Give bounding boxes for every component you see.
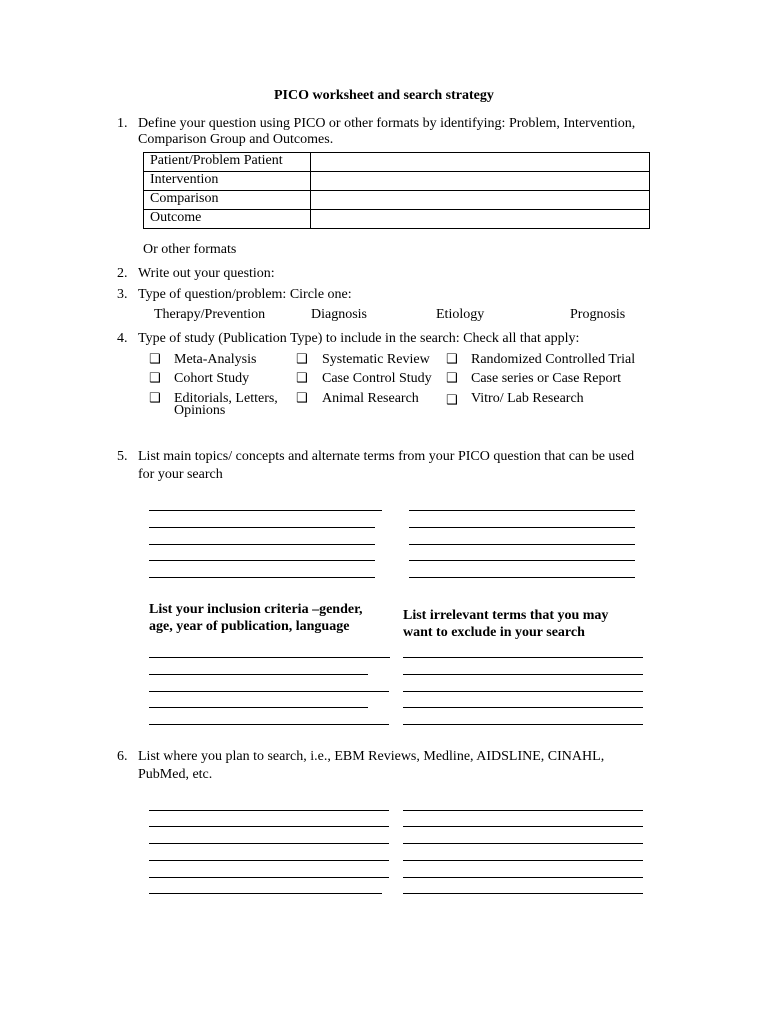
search-source-line-left[interactable] bbox=[149, 810, 389, 811]
q1-text-line2: Comparison Group and Outcomes. bbox=[138, 132, 334, 147]
exclude-line[interactable] bbox=[403, 724, 643, 725]
pico-row-comparison bbox=[144, 191, 650, 210]
page-title: PICO worksheet and search strategy bbox=[274, 88, 494, 103]
checkbox-cohort-study[interactable]: ❑ bbox=[149, 371, 161, 386]
search-source-line-left[interactable] bbox=[149, 893, 382, 894]
concept-line-left[interactable] bbox=[149, 577, 375, 578]
q1-number: 1. bbox=[117, 116, 128, 131]
pico-row-intervention bbox=[144, 172, 650, 191]
q3-number: 3. bbox=[117, 287, 128, 302]
label-rct: Randomized Controlled Trial bbox=[471, 352, 636, 367]
label-systematic-review: Systematic Review bbox=[322, 352, 430, 367]
q6-text-line1: List where you plan to search, i.e., EBM Reviews, Medline, AIDSLINE, CINAHL, bbox=[138, 749, 605, 764]
label-case-series: Case series or Case Report bbox=[471, 371, 622, 386]
inclusion-line[interactable] bbox=[149, 691, 389, 692]
label-case-control: Case Control Study bbox=[322, 371, 432, 386]
checkbox-animal-research[interactable]: ❑ bbox=[296, 391, 308, 406]
q3-option-diagnosis[interactable]: Diagnosis bbox=[311, 307, 367, 322]
exclude-line[interactable] bbox=[403, 657, 643, 658]
q5-text-line2: for your search bbox=[138, 467, 223, 482]
q3-option-prognosis[interactable]: Prognosis bbox=[570, 307, 626, 322]
q6-text-line2: PubMed, etc. bbox=[138, 767, 213, 782]
label-editorials-letters: Editorials, Letters, bbox=[174, 391, 278, 406]
pico-row-outcome bbox=[144, 210, 650, 229]
inclusion-line[interactable] bbox=[149, 724, 389, 725]
label-meta-analysis: Meta-Analysis bbox=[174, 352, 257, 367]
label-vitro-lab: Vitro/ Lab Research bbox=[471, 391, 584, 406]
checkbox-vitro-lab[interactable]: ❑ bbox=[446, 393, 458, 408]
concept-line-left[interactable] bbox=[149, 544, 375, 545]
q5-number: 5. bbox=[117, 449, 128, 464]
exclude-line[interactable] bbox=[403, 674, 643, 675]
concept-line-right[interactable] bbox=[409, 510, 635, 511]
concept-line-right[interactable] bbox=[409, 560, 635, 561]
exclude-heading-line2: want to exclude in your search bbox=[403, 625, 585, 640]
q3-text: Type of question/problem: Circle one: bbox=[138, 287, 352, 302]
pico-table bbox=[143, 152, 650, 229]
concept-line-left[interactable] bbox=[149, 560, 375, 561]
q3-option-therapy[interactable]: Therapy/Prevention bbox=[154, 307, 266, 322]
checkbox-case-control[interactable]: ❑ bbox=[296, 371, 308, 386]
inclusion-line[interactable] bbox=[149, 657, 390, 658]
search-source-line-right[interactable] bbox=[403, 843, 643, 844]
pico-label-comparison: Comparison bbox=[144, 191, 311, 210]
checkbox-rct[interactable]: ❑ bbox=[446, 352, 458, 367]
q2-text: Write out your question: bbox=[138, 266, 275, 281]
concept-line-right[interactable] bbox=[409, 577, 635, 578]
pico-row-patient bbox=[144, 153, 650, 172]
q1-other-formats: Or other formats bbox=[143, 242, 237, 257]
q4-text: Type of study (Publication Type) to include in the search: Check all that apply: bbox=[138, 331, 580, 346]
q2-number: 2. bbox=[117, 266, 128, 281]
pico-input-comparison[interactable] bbox=[311, 191, 650, 210]
search-source-line-left[interactable] bbox=[149, 860, 389, 861]
pico-input-patient[interactable] bbox=[311, 153, 650, 172]
label-cohort-study: Cohort Study bbox=[174, 371, 250, 386]
q4-number: 4. bbox=[117, 331, 128, 346]
label-animal-research: Animal Research bbox=[322, 391, 419, 406]
inclusion-line[interactable] bbox=[149, 674, 368, 675]
search-source-line-left[interactable] bbox=[149, 877, 389, 878]
q1-text-line1: Define your question using PICO or other formats by identifying: Problem, Intervention, bbox=[138, 116, 636, 131]
search-source-line-right[interactable] bbox=[403, 810, 643, 811]
exclude-heading-line1: List irrelevant terms that you may bbox=[403, 608, 609, 623]
search-source-line-right[interactable] bbox=[403, 826, 643, 827]
concept-line-left[interactable] bbox=[149, 527, 375, 528]
q3-option-etiology[interactable]: Etiology bbox=[436, 307, 485, 322]
pico-label-patient: Patient/Problem Patient bbox=[144, 153, 311, 172]
pico-input-outcome[interactable] bbox=[311, 210, 650, 229]
pico-input-intervention[interactable] bbox=[311, 172, 650, 191]
exclude-line[interactable] bbox=[403, 707, 643, 708]
search-source-line-right[interactable] bbox=[403, 893, 643, 894]
concept-line-right[interactable] bbox=[409, 544, 635, 545]
pico-label-outcome: Outcome bbox=[144, 210, 311, 229]
checkbox-meta-analysis[interactable]: ❑ bbox=[149, 352, 161, 367]
checkbox-systematic-review[interactable]: ❑ bbox=[296, 352, 308, 367]
label-opinions: Opinions bbox=[174, 403, 226, 418]
search-source-line-right[interactable] bbox=[403, 860, 643, 861]
inclusion-line[interactable] bbox=[149, 707, 368, 708]
exclude-line[interactable] bbox=[403, 691, 643, 692]
q5-text-line1: List main topics/ concepts and alternate terms from your PICO question that can be used bbox=[138, 449, 635, 464]
concept-line-right[interactable] bbox=[409, 527, 635, 528]
pico-label-intervention: Intervention bbox=[144, 172, 311, 191]
concept-line-left[interactable] bbox=[149, 510, 382, 511]
search-source-line-right[interactable] bbox=[403, 877, 643, 878]
inclusion-heading-line2: age, year of publication, language bbox=[149, 619, 350, 634]
q6-number: 6. bbox=[117, 749, 128, 764]
inclusion-heading-line1: List your inclusion criteria –gender, bbox=[149, 602, 363, 617]
checkbox-case-series[interactable]: ❑ bbox=[446, 371, 458, 386]
search-source-line-left[interactable] bbox=[149, 843, 389, 844]
search-source-line-left[interactable] bbox=[149, 826, 389, 827]
checkbox-editorials[interactable]: ❑ bbox=[149, 391, 161, 406]
